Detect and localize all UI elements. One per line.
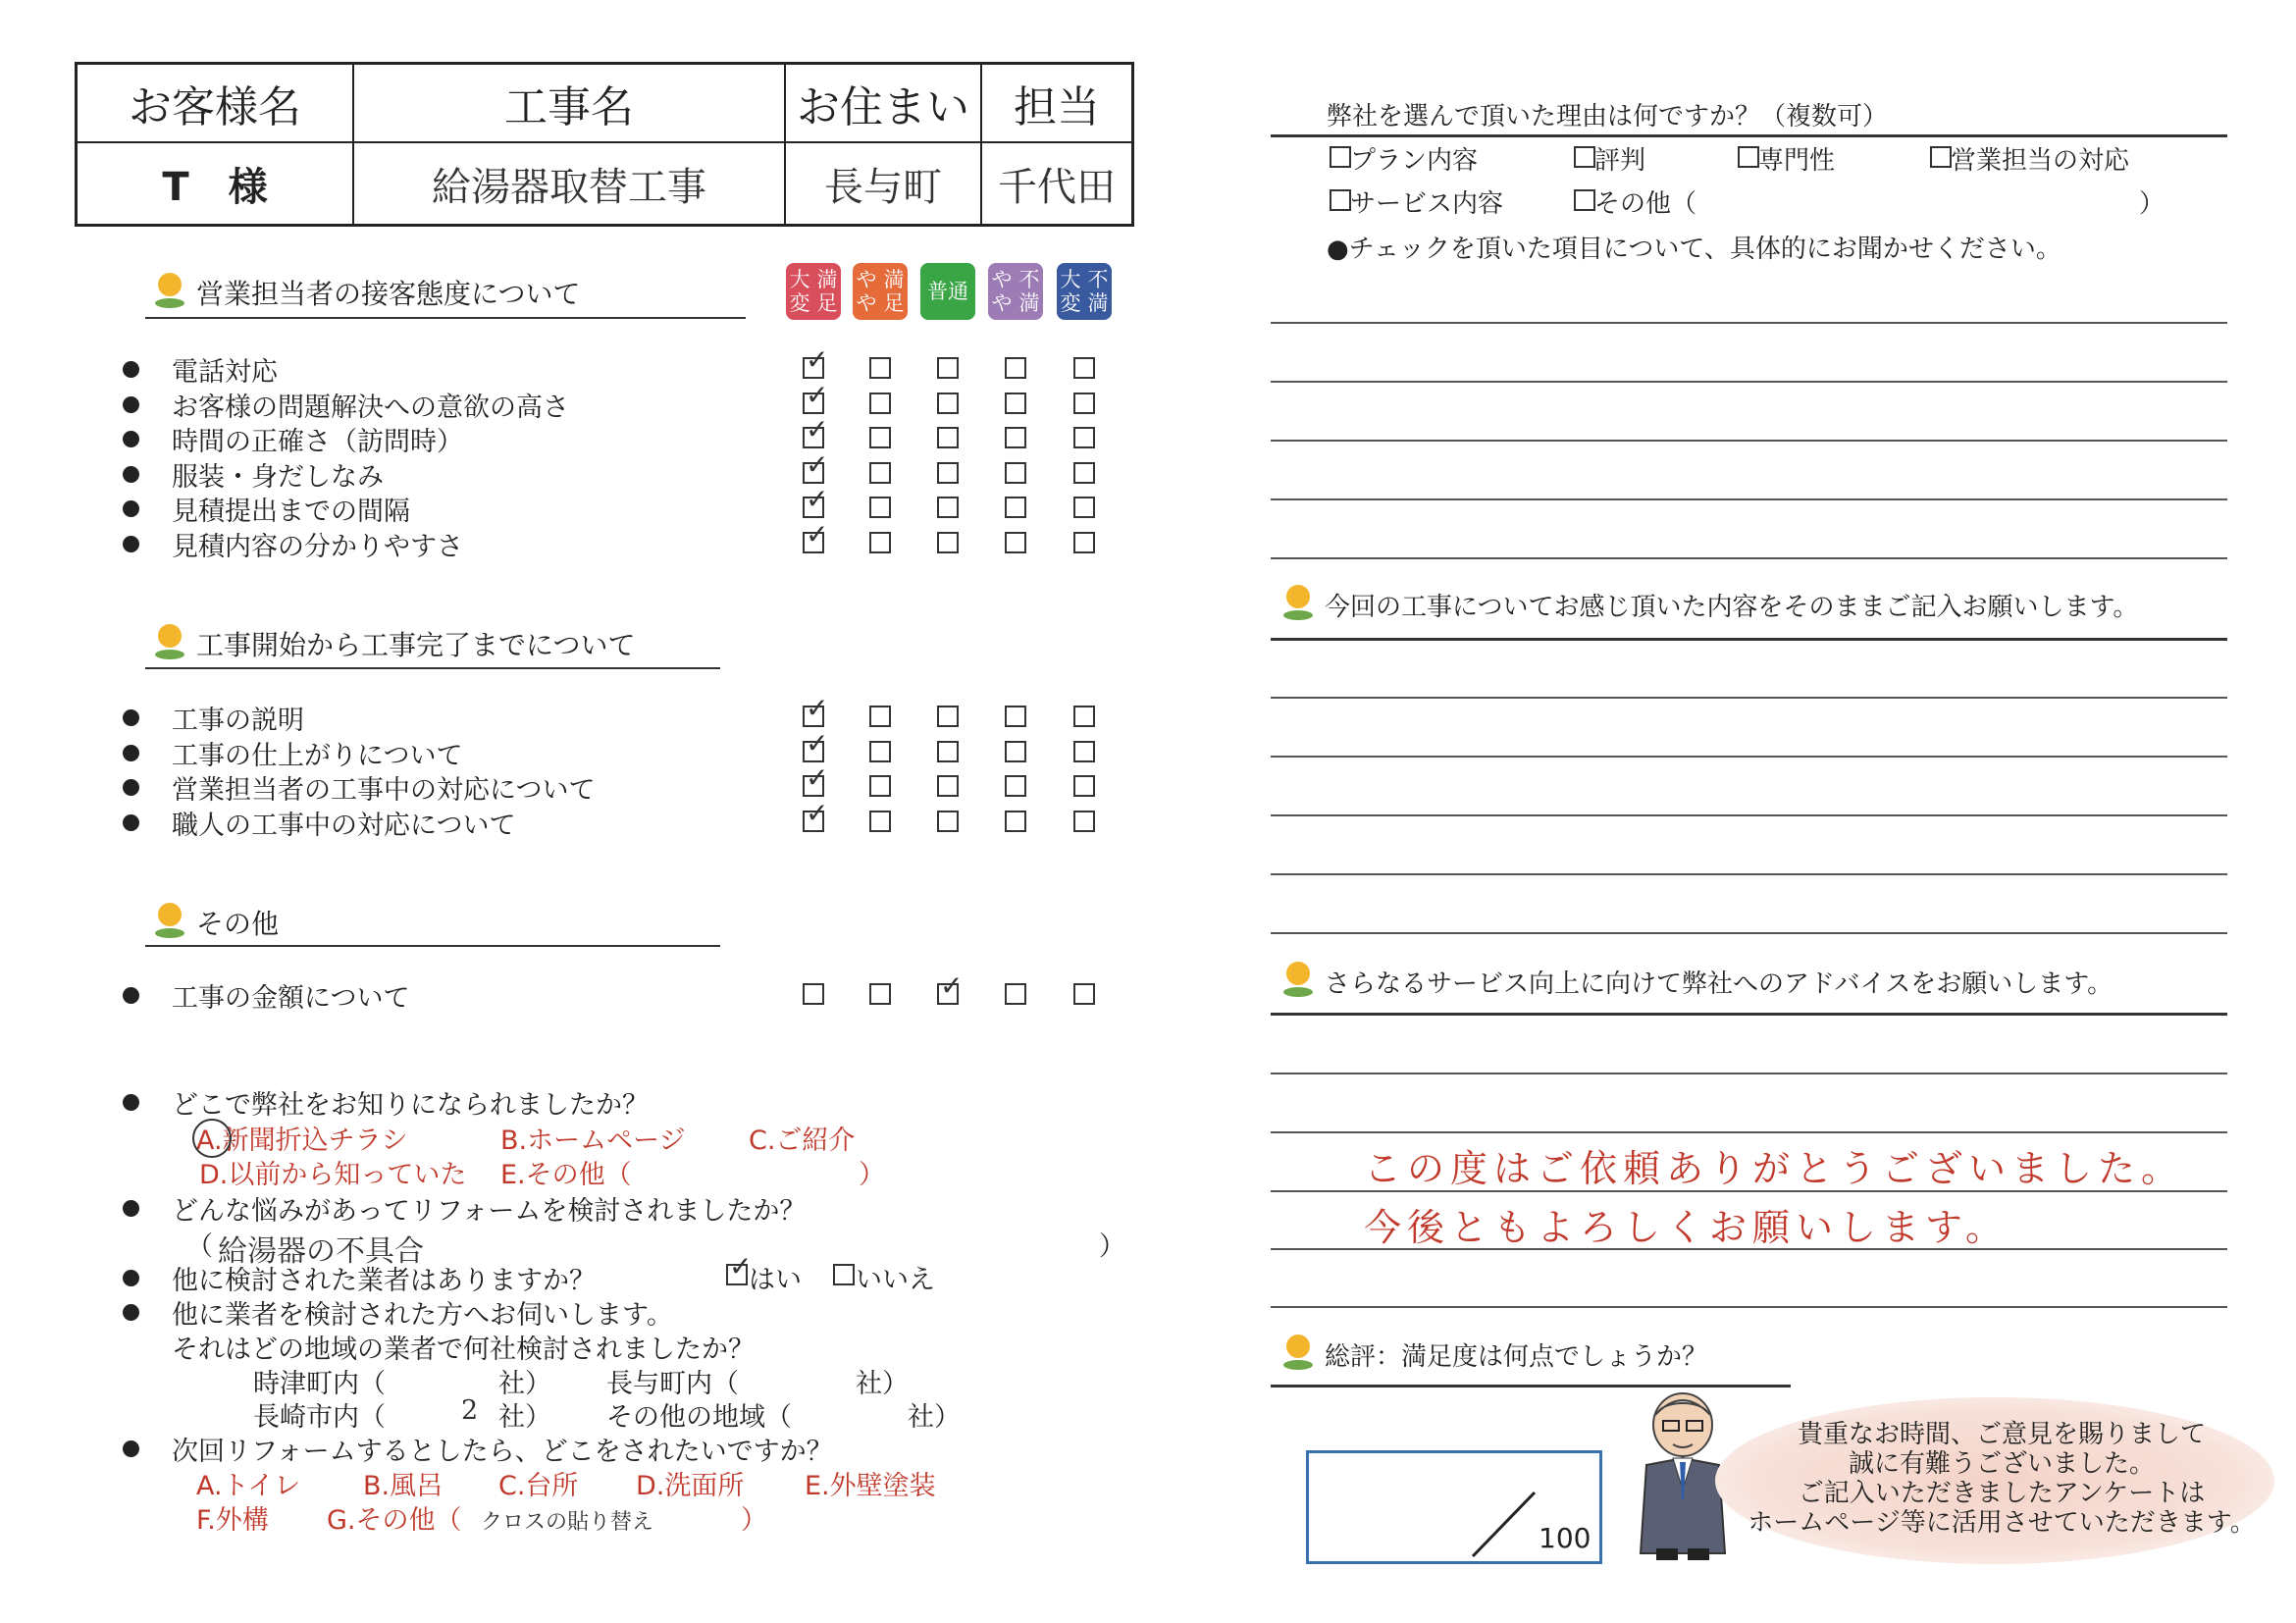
header-customer-name: お客様名 [77, 64, 354, 143]
rating-checkbox[interactable] [1005, 427, 1026, 448]
rating-checkbox[interactable] [937, 357, 959, 379]
bullet [123, 536, 139, 552]
rating-checkbox[interactable] [1005, 775, 1026, 797]
rating-checkbox[interactable] [803, 741, 824, 762]
divider [145, 317, 746, 319]
rating-checkbox[interactable] [869, 357, 891, 379]
section-title: 営業担当者の接客態度について [196, 278, 581, 310]
rating-checkbox[interactable] [869, 983, 891, 1005]
checkbox-reputation[interactable] [1574, 146, 1595, 168]
rating-checkbox[interactable] [1005, 532, 1026, 553]
flower-icon [155, 624, 184, 663]
rating-item [123, 976, 409, 1015]
option-a[interactable]: A.新聞折込チラシ [196, 1119, 408, 1157]
divider [145, 667, 720, 669]
next-e[interactable]: E.外壁塗装 [805, 1471, 936, 1501]
option-c[interactable]: C.ご紹介 [749, 1126, 856, 1156]
rating-checkbox[interactable] [1005, 357, 1026, 379]
bullet [123, 987, 139, 1004]
trouble-close-paren: ） [1099, 1231, 1125, 1262]
header-staff: 担当 [981, 64, 1133, 143]
checkbox-plan[interactable] [1330, 146, 1351, 168]
rating-item [123, 350, 278, 389]
divider [1271, 1013, 2227, 1016]
bullet [123, 1094, 139, 1111]
checkbox-service[interactable] [1330, 189, 1351, 211]
region-other: その他の地域（ [606, 1402, 792, 1433]
bullet [123, 814, 139, 831]
customer-name: T 様 [77, 142, 354, 226]
writing-line[interactable] [1271, 1073, 2227, 1074]
rating-checkbox[interactable] [869, 811, 891, 832]
rating-checkbox[interactable] [937, 741, 959, 762]
next-c[interactable]: C.台所 [498, 1471, 579, 1501]
max-score: 100 [1539, 1522, 1592, 1554]
checkbox-no[interactable] [833, 1264, 855, 1285]
bullet [123, 1440, 139, 1457]
rating-item-label: お客様の問題解決への意欲の高さ [172, 392, 569, 423]
rating-checkbox[interactable] [1073, 497, 1095, 518]
rating-item-label: 服装・身だしなみ [172, 461, 384, 493]
rating-item [123, 804, 515, 842]
writing-line[interactable] [1271, 498, 2227, 500]
selected-circle [192, 1119, 232, 1158]
rating-item-label: 工事の仕上がりについて [172, 740, 463, 771]
flower-icon [1283, 585, 1313, 624]
staff: 千代田 [981, 142, 1133, 226]
rating-checkbox[interactable] [937, 393, 959, 414]
section-title: その他 [196, 908, 280, 940]
label-yes: はい [749, 1265, 802, 1295]
rating-checkbox[interactable] [937, 427, 959, 448]
label-service: サービス内容 [1350, 189, 1504, 219]
rating-checkbox[interactable] [1005, 811, 1026, 832]
rating-checkbox[interactable] [1005, 393, 1026, 414]
rating-checkbox[interactable] [1073, 775, 1095, 797]
rating-item-label: 職人の工事中の対応について [172, 810, 516, 841]
bullet [123, 466, 139, 483]
header-residence: お住まい [785, 64, 981, 143]
advice-reply-line2: 今後ともよろしくお願いします。 [1364, 1206, 2009, 1249]
region-tokitsu-sha: 社） [498, 1369, 551, 1399]
region-line2: それはどの地域の業者で何社検討されましたか？ [172, 1335, 755, 1365]
rating-item-label: 工事の金額について [172, 983, 410, 1014]
checkbox-other[interactable] [1574, 189, 1595, 211]
flower-icon [155, 903, 184, 942]
trouble-answer[interactable]: 給湯器の不具合 [218, 1234, 424, 1269]
rating-item [123, 699, 304, 737]
flower-icon [1283, 962, 1313, 1001]
work-name: 給湯器取替工事 [353, 142, 785, 226]
question-how-known: どこで弊社をお知りになられましたか？ [123, 1083, 649, 1122]
writing-line[interactable] [1271, 322, 2227, 324]
rating-checkbox[interactable] [803, 983, 824, 1005]
writing-line[interactable] [1271, 557, 2227, 559]
bullet [123, 1304, 139, 1321]
section-title: 工事開始から工事完了までについて [196, 629, 636, 661]
rating-checkbox[interactable] [937, 497, 959, 518]
label-plan: プラン内容 [1350, 146, 1479, 176]
rating-checkbox[interactable] [1073, 983, 1095, 1005]
rating-checkbox[interactable] [803, 462, 824, 484]
rating-item [123, 420, 463, 458]
divider [1271, 1385, 1791, 1387]
option-e-close: ） [859, 1160, 885, 1190]
rating-checkbox[interactable] [1073, 741, 1095, 762]
rating-checkbox[interactable] [803, 532, 824, 553]
rating-item-label: 見積内容の分かりやすさ [172, 531, 463, 562]
divider [1271, 638, 2227, 641]
rating-checkbox[interactable] [803, 427, 824, 448]
region-nagasaki-sha: 社） [498, 1402, 551, 1433]
rating-item [123, 734, 462, 772]
bullet [123, 431, 139, 447]
question-region: 他に業者を検討された方へお伺いします。 [123, 1293, 673, 1332]
residence: 長与町 [785, 142, 981, 226]
rating-checkbox[interactable] [803, 706, 824, 727]
section-advice [1283, 962, 2113, 1001]
rating-checkbox[interactable] [1005, 741, 1026, 762]
question-trouble: どんな悩みがあってリフォームを検討されましたか？ [123, 1189, 806, 1228]
label-sales: 営業担当の対応 [1951, 146, 2130, 176]
rating-item [123, 386, 569, 424]
rating-checkbox[interactable] [937, 775, 959, 797]
section-title: さらなるサービス向上に向けて弊社へのアドバイスをお願いします。 [1325, 969, 2113, 999]
bullet [123, 1270, 139, 1286]
region-nagasaki: 長崎市内（ [253, 1402, 386, 1433]
question-next-reform: 次回リフォームするとしたら、どこをされたいですか？ [123, 1430, 833, 1468]
label-expertise: 専門性 [1758, 146, 1836, 176]
section-title: 今回の工事についてお感じ頂いた内容をそのままご記入お願いします。 [1325, 592, 2139, 622]
rating-checkbox[interactable] [803, 357, 824, 379]
flower-icon [155, 273, 184, 312]
writing-line[interactable] [1271, 932, 2227, 934]
label-other: その他（ [1594, 189, 1697, 219]
bullet [123, 361, 139, 378]
rating-checkbox[interactable] [937, 532, 959, 553]
rating-checkbox[interactable] [1005, 706, 1026, 727]
writing-line[interactable] [1271, 440, 2227, 442]
section-impression [1283, 585, 2138, 624]
customer-table [75, 62, 1134, 227]
rating-checkbox[interactable] [869, 497, 891, 518]
next-f[interactable]: F.外構 [196, 1505, 269, 1536]
rating-checkbox[interactable] [1073, 811, 1095, 832]
section-other [155, 903, 279, 942]
option-b[interactable]: B.ホームページ [500, 1126, 686, 1156]
rating-item-label: 工事の説明 [172, 706, 304, 736]
rating-badge: やや 満足 [853, 263, 908, 320]
writing-line[interactable] [1271, 697, 2227, 699]
rating-checkbox[interactable] [1073, 357, 1095, 379]
rating-checkbox[interactable] [869, 775, 891, 797]
next-d[interactable]: D.洗面所 [636, 1471, 745, 1501]
trouble-open-paren: （ [186, 1231, 213, 1262]
rating-item-label: 見積提出までの間隔 [172, 497, 410, 527]
bullet [123, 396, 139, 413]
score-box[interactable] [1306, 1450, 1602, 1564]
divider [1271, 134, 2227, 137]
rating-item-label: 時間の正確さ（訪問時） [172, 427, 463, 457]
flower-icon [1283, 1335, 1313, 1374]
rating-item-label: 営業担当者の工事中の対応について [172, 775, 596, 806]
rating-checkbox[interactable] [1073, 532, 1095, 553]
checkbox-expertise[interactable] [1738, 146, 1759, 168]
writing-line[interactable] [1271, 381, 2227, 383]
rating-checkbox[interactable] [1073, 393, 1095, 414]
next-g-answer[interactable]: クロスの貼り替え [481, 1510, 654, 1535]
writing-line[interactable] [1271, 756, 2227, 758]
detail-prompt: ●チェックを頂いた項目について、具体的にお聞かせください。 [1327, 235, 2061, 264]
rating-item [123, 490, 410, 528]
bullet [123, 745, 139, 761]
rating-item [123, 455, 384, 494]
writing-line[interactable] [1271, 1131, 2227, 1133]
option-d[interactable]: D.以前から知っていた [199, 1160, 467, 1190]
rating-checkbox[interactable] [937, 811, 959, 832]
rating-checkbox[interactable] [1073, 706, 1095, 727]
checkbox-sales[interactable] [1930, 146, 1952, 168]
section-overall [1283, 1335, 1707, 1374]
advice-reply-line1: この度はご依頼ありがとうございました。 [1364, 1147, 2185, 1190]
rating-checkbox[interactable] [869, 462, 891, 484]
rating-checkbox[interactable] [1073, 427, 1095, 448]
section-title: 総評：満足度は何点でしょうか？ [1325, 1341, 1708, 1372]
label-no: いいえ [856, 1265, 935, 1295]
rating-checkbox[interactable] [1073, 462, 1095, 484]
writing-line[interactable] [1271, 873, 2227, 875]
region-nagasaki-count[interactable]: 2 [461, 1395, 479, 1426]
section-sales-attitude [155, 273, 580, 312]
next-b[interactable]: B.風呂 [363, 1471, 444, 1501]
rating-checkbox[interactable] [937, 983, 959, 1005]
region-nagayo-sha: 社） [856, 1369, 909, 1399]
next-g-close: ） [741, 1505, 767, 1536]
rating-checkbox[interactable] [803, 393, 824, 414]
rating-checkbox[interactable] [937, 706, 959, 727]
thanks-message: 貴重なお時間、ご意見を賜りまして 誠に有難うございました。 ご記入いただきましたアンケートは ホームページ等に活用させていただきます。 [1748, 1420, 2256, 1538]
question-other-companies: 他に検討された業者はありますか？ [123, 1259, 596, 1297]
label-other-close: ） [2139, 189, 2166, 219]
rating-checkbox[interactable] [869, 532, 891, 553]
checkbox-yes[interactable] [726, 1264, 748, 1285]
rating-checkbox[interactable] [1005, 497, 1026, 518]
rating-checkbox[interactable] [937, 462, 959, 484]
reason-question: 弊社を選んで頂いた理由は何ですか？（複数可） [1327, 102, 1889, 131]
rating-checkbox[interactable] [803, 775, 824, 797]
rating-badge: 大変 満足 [786, 263, 841, 320]
rating-badge: やや 不満 [988, 263, 1043, 320]
bullet [123, 500, 139, 517]
region-nagayo: 長与町内（ [606, 1369, 739, 1399]
bullet [123, 779, 139, 796]
rating-item [123, 768, 595, 807]
option-e[interactable]: E.その他（ [500, 1160, 632, 1190]
header-work-name: 工事名 [353, 64, 785, 143]
next-a[interactable]: A.トイレ [196, 1471, 301, 1501]
rating-checkbox[interactable] [869, 706, 891, 727]
rating-checkbox[interactable] [1005, 983, 1026, 1005]
rating-item [123, 525, 463, 563]
rating-badge: 大変 不満 [1057, 263, 1112, 320]
rating-checkbox[interactable] [869, 393, 891, 414]
rating-badge: 普通 [920, 263, 975, 320]
bullet [123, 1200, 139, 1217]
rating-checkbox[interactable] [803, 497, 824, 518]
region-tokitsu: 時津町内（ [253, 1369, 386, 1399]
next-g[interactable]: G.その他（ [327, 1505, 462, 1536]
rating-checkbox[interactable] [869, 427, 891, 448]
rating-item-label: 電話対応 [172, 357, 278, 388]
region-other-sha: 社） [908, 1402, 961, 1433]
writing-line[interactable] [1271, 814, 2227, 816]
bullet [123, 709, 139, 726]
section-construction [155, 624, 635, 663]
rating-checkbox[interactable] [869, 741, 891, 762]
rating-checkbox[interactable] [803, 811, 824, 832]
rating-checkbox[interactable] [1005, 462, 1026, 484]
label-reputation: 評判 [1594, 146, 1646, 176]
writing-line[interactable] [1271, 1306, 2227, 1308]
divider [145, 945, 720, 947]
